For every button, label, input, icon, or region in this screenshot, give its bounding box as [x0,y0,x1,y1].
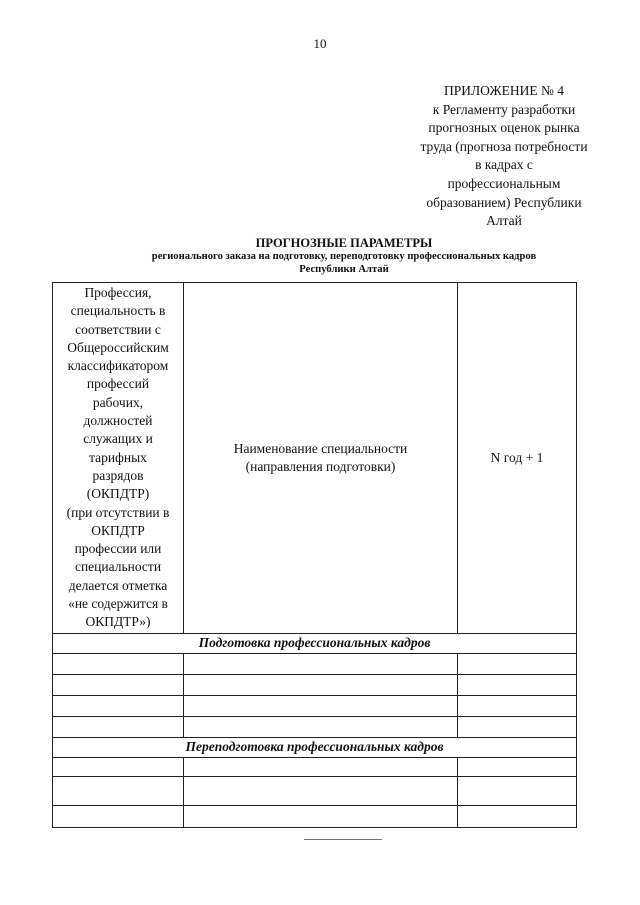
header-text-line: тарифных [89,449,147,465]
document-title-main: ПРОГНОЗНЫЕ ПАРАМЕТРЫ [255,236,433,250]
empty-cell [458,653,577,674]
document-title-subtitle: регионального заказа на подготовку, переподготовку профессиональных кадров [151,251,537,262]
appendix-line: к Регламенту разработки [432,101,576,117]
forecast-parameters-table [52,282,577,828]
section-title-training: Подготовка профессиональных кадров [53,633,577,653]
header-cell-profession [53,283,184,634]
appendix-block [404,82,604,231]
empty-cell [53,716,184,737]
header-text-line: делается отметка [68,577,168,593]
header-text-line: должностей [83,413,153,429]
footer-divider [304,839,382,840]
appendix-line: профессиональным [447,175,561,191]
section-row-training [53,633,577,653]
header-text-line: специальности [74,559,162,575]
empty-cell [53,776,184,805]
page-number: 10 [313,36,327,51]
empty-cell [458,716,577,737]
section-row-retraining [53,737,577,757]
header-text-line: ОКПДТР») [85,614,151,630]
empty-cell [53,674,184,695]
table-row [53,716,577,737]
document-title [100,237,588,276]
empty-cell [458,805,577,827]
empty-cell [184,674,458,695]
empty-cell [53,695,184,716]
appendix-line: труда (прогноза потребности [420,138,588,154]
empty-cell [184,716,458,737]
header-text-line: (направления подготовки) [245,458,396,474]
empty-cell [184,757,458,776]
header-text-line: Профессия, [84,285,152,300]
header-cell-specialty [184,283,458,634]
empty-cell [53,757,184,776]
empty-cell [458,757,577,776]
table-header-row [53,283,577,634]
header-text-line: «не содержится в [68,596,168,612]
table-row [53,674,577,695]
section-title-retraining: Переподготовка профессиональных кадров [53,737,577,757]
appendix-line: образованием) Республики [426,194,582,210]
table-row [53,776,577,805]
header-text-line: (при отсутствии в [66,504,170,520]
header-text-line: служащих и [83,431,153,447]
table-row [53,805,577,827]
document-title-region: Республики Алтай [299,264,389,275]
header-text-line: профессий [86,376,150,392]
header-text-line: рабочих, [92,394,144,410]
table-row [53,695,577,716]
appendix-line: Алтай [486,213,522,229]
table-row [53,653,577,674]
empty-cell [184,653,458,674]
empty-cell [458,776,577,805]
empty-cell [53,805,184,827]
table-row [53,757,577,776]
header-text-line: соответствии с [75,321,161,337]
appendix-title: ПРИЛОЖЕНИЕ № 4 [443,83,565,98]
empty-cell [53,653,184,674]
header-text-line: разрядов [92,467,144,483]
empty-cell [184,695,458,716]
header-text-line: (ОКПДТР) [86,486,150,502]
empty-cell [184,805,458,827]
appendix-line: прогнозных оценок рынка [428,120,580,136]
header-cell-year: N год + 1 [458,283,577,634]
header-text-line: Общероссийским [67,339,169,355]
header-text-line: Наименование специальности [233,440,408,456]
appendix-line: в кадрах с [475,157,533,173]
empty-cell [458,695,577,716]
empty-cell [458,674,577,695]
empty-cell [184,776,458,805]
header-text-line: специальность в [70,303,166,319]
header-text-line: классификатором [67,358,169,374]
header-text-line: профессии или [74,541,162,557]
header-text-line: ОКПДТР [91,522,145,538]
